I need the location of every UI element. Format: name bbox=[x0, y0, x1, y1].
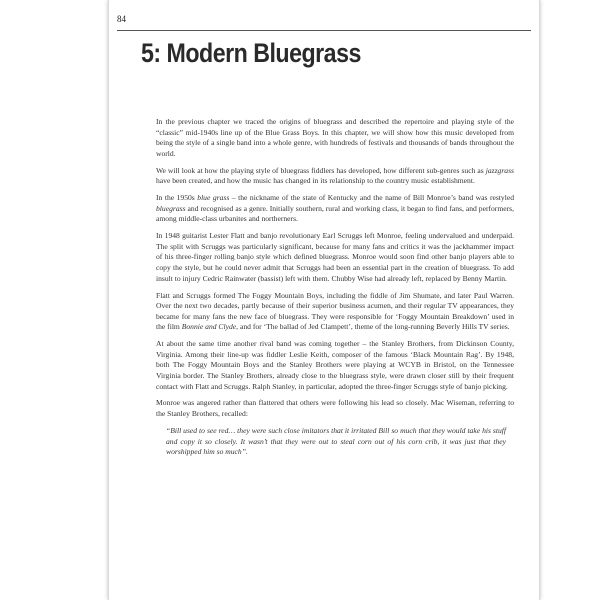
book-page bbox=[108, 0, 540, 600]
body-text bbox=[156, 117, 514, 464]
block-quote: “Bill used to see red… they were such close imitators that it irritated Bill so much that they would take his stuff and copy it so closely. It wasn’t that they were out to steal corn out of his corn crib, it was just that they worshipped him so much”. bbox=[166, 425, 506, 457]
paragraph-6: At about the same time another rival band was coming together – the Stanley Brothers, from Dickinson County, Virginia. Among their line-up was fiddler Leslie Keith, composer of the famous ‘Black Mountain Rag’. By 1948, both The Foggy Mountain Boys and the Stanley Brothers were playing at WCYB in Bristol, on the Tennessee Virginia border. The Stanley Brothers, already close to the bluegrass style, were drawn closer still by their frequent contact with Flatt and Scruggs. Ralph Stanley, in particular, adopted the three-finger Scruggs style of banjo picking. bbox=[156, 339, 514, 391]
page-number: 84 bbox=[117, 14, 126, 24]
paragraph-1: In the previous chapter we traced the origins of bluegrass and described the repertoire and playing style of the “classic” mid-1940s line up of the Blue Grass Boys. In this chapter, we will show how this music developed from being the style of a single band into a whole genre, with hundreds of festivals and thousands of bands throughout the world. bbox=[156, 117, 514, 158]
paragraph-3: In the 1950s blue grass – the nickname of the state of Kentucky and the name of Bill Monroe’s band was restyled bluegrass and recognised as a genre. Initially southern, rural and working class, it began to find fans, and performers, among middle-class urbanites and northerners. bbox=[156, 193, 514, 224]
paragraph-7: Monroe was angered rather than flattered that others were following his lead so closely. Mac Wiseman, referring to the Stanley Brothers, recalled: bbox=[156, 398, 514, 419]
paragraph-4: In 1948 guitarist Lester Flatt and banjo revolutionary Earl Scruggs left Monroe, feeling undervalued and underpaid. The split with Scruggs was particularly significant, because for many fans and critics it was the jackhammer impact of his three-finger rolling banjo style which defined bluegrass. Monroe would soon find other banjo players able to copy the style, but he could never admit that Scruggs had been an essential part in the creation of bluegrass. To add insult to injury Cedric Rainwater (bassist) left with them. Chubby Wise had already left, replaced by Benny Martin. bbox=[156, 231, 514, 283]
chapter-title: 5: Modern Bluegrass bbox=[141, 38, 361, 68]
paragraph-2: We will look at how the playing style of bluegrass fiddlers has developed, how different sub-genres such as jazzgrass have been created, and how the music has changed in its relationship to the country music establishment. bbox=[156, 165, 514, 186]
paragraph-5: Flatt and Scruggs formed The Foggy Mountain Boys, including the fiddle of Jim Shumate, and later Paul Warren. Over the next two decades, partly because of their superior business acumen, and their regular TV appearances, they became for many fans the new face of bluegrass. They were responsible for ‘Foggy Mountain Breakdown’ used in the film Bonnie and Clyde, and for ‘The ballad of Jed Clampett’, theme of the long-running Beverly Hills TV series. bbox=[156, 290, 514, 332]
header-rule bbox=[117, 30, 531, 31]
